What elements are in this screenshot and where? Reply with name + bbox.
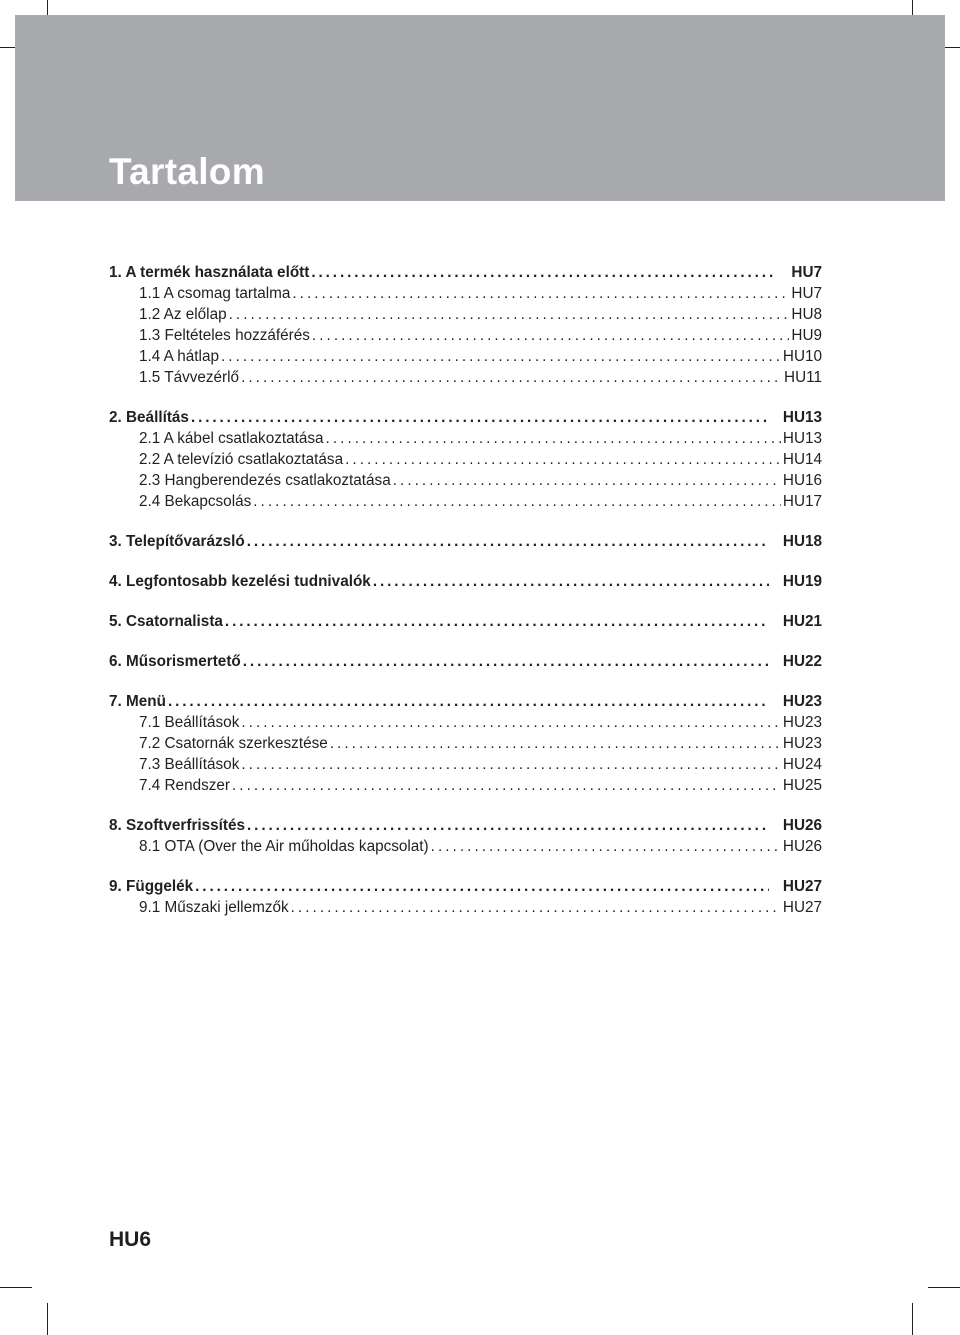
toc-entry[interactable]: [109, 712, 822, 733]
header-band: [15, 15, 945, 201]
toc-entry-page: HU27: [782, 899, 822, 916]
toc-entry[interactable]: [109, 470, 822, 491]
toc-leader-dots: [232, 775, 781, 796]
toc-leader-dots: [291, 897, 781, 918]
page-number: HU6: [109, 1228, 152, 1251]
toc-entry-page: HU16: [782, 472, 822, 489]
toc-entry[interactable]: [109, 428, 822, 449]
toc-entry[interactable]: [109, 775, 822, 796]
toc-entry-page: HU27: [782, 878, 822, 895]
toc-entry-label: 1.5 Távvezérlő: [139, 369, 240, 386]
toc-entry-page: HU23: [782, 735, 822, 752]
toc-leader-dots: [241, 754, 781, 775]
toc-leader-dots: [241, 367, 782, 388]
toc-entry-page: HU9: [791, 327, 822, 344]
toc-entry-page: HU8: [791, 306, 822, 323]
toc-entry-label: 1.1 A csomag tartalma: [139, 285, 291, 302]
page-title: Tartalom: [109, 151, 265, 192]
toc-entry-label: 2.3 Hangberendezés csatlakoztatása: [139, 472, 391, 489]
toc-entry-label: 7.2 Csatornák szerkesztése: [139, 735, 328, 752]
toc-entry-page: HU26: [782, 838, 822, 855]
toc-leader-dots: [191, 407, 769, 428]
toc-leader-dots: [326, 428, 781, 449]
toc-entry-label: 7.3 Beállítások: [139, 756, 240, 773]
toc-leader-dots: [330, 733, 781, 754]
toc-leader-dots: [253, 491, 781, 512]
toc-entry-label: 1.3 Feltételes hozzáférés: [139, 327, 310, 344]
toc-entry-page: HU10: [782, 348, 822, 365]
toc-entry-page: HU22: [782, 653, 822, 670]
toc-entry-label: 3. Telepítővarázsló: [109, 533, 245, 550]
toc-entry[interactable]: [109, 491, 822, 512]
toc-entry-page: HU24: [782, 756, 822, 773]
toc-leader-dots: [345, 449, 781, 470]
toc-leader-dots: [373, 571, 769, 592]
toc-entry-label: 8.1 OTA (Over the Air műholdas kapcsolat): [139, 838, 429, 855]
toc-entry-page: HU21: [782, 613, 822, 630]
toc-entry[interactable]: [109, 754, 822, 775]
toc-entry-page: HU13: [782, 409, 822, 426]
toc-entry-label: 5. Csatornalista: [109, 613, 223, 630]
toc-entry-label: 7. Menü: [109, 693, 166, 710]
toc-entry-label: 2.2 A televízió csatlakoztatása: [139, 451, 344, 468]
toc-entry-label: 2. Beállítás: [109, 409, 189, 426]
toc-entry-label: 9. Függelék: [109, 878, 194, 895]
crop-mark: [928, 1287, 960, 1288]
toc-entry[interactable]: [109, 283, 822, 304]
toc-leader-dots: [241, 712, 781, 733]
toc-leader-dots: [225, 611, 769, 632]
toc-chapter[interactable]: [109, 407, 822, 428]
toc-chapter[interactable]: [109, 531, 822, 552]
toc-entry-label: 9.1 Műszaki jellemzők: [139, 899, 289, 916]
toc-chapter[interactable]: [109, 876, 822, 897]
toc-entry[interactable]: [109, 449, 822, 470]
toc-chapter[interactable]: [109, 815, 822, 836]
toc-entry-label: 7.1 Beállítások: [139, 714, 240, 731]
toc-entry[interactable]: [109, 733, 822, 754]
toc-entry-page: HU17: [782, 493, 822, 510]
crop-mark: [47, 1303, 48, 1335]
toc-entry-label: 1.4 A hátlap: [139, 348, 219, 365]
toc-entry[interactable]: [109, 325, 822, 346]
toc-entry-page: HU13: [782, 430, 822, 447]
toc-entry-label: 7.4 Rendszer: [139, 777, 230, 794]
toc-entry-page: HU19: [782, 573, 822, 590]
toc-entry[interactable]: [109, 367, 822, 388]
toc-chapter[interactable]: [109, 691, 822, 712]
toc-entry-page: HU23: [782, 714, 822, 731]
toc-entry-label: 1. A termék használata előtt: [109, 264, 310, 281]
toc-leader-dots: [292, 283, 789, 304]
toc-entry-page: HU7: [791, 264, 822, 281]
toc-entry-label: 2.1 A kábel csatlakoztatása: [139, 430, 324, 447]
toc-leader-dots: [247, 531, 769, 552]
toc-entry-page: HU23: [782, 693, 822, 710]
toc-entry-page: HU18: [782, 533, 822, 550]
toc-entry-page: HU14: [782, 451, 822, 468]
toc-chapter[interactable]: [109, 571, 822, 592]
toc-chapter[interactable]: [109, 611, 822, 632]
toc-entry[interactable]: [109, 836, 822, 857]
toc-entry[interactable]: [109, 304, 822, 325]
toc-leader-dots: [229, 304, 790, 325]
toc-entry[interactable]: [109, 346, 822, 367]
toc-leader-dots: [431, 836, 781, 857]
toc-leader-dots: [312, 325, 789, 346]
toc-entry-label: 1.2 Az előlap: [139, 306, 227, 323]
toc-entry[interactable]: [109, 897, 822, 918]
crop-mark: [912, 1303, 913, 1335]
toc-entry-page: HU11: [784, 369, 822, 386]
toc-leader-dots: [168, 691, 769, 712]
crop-mark: [0, 1287, 32, 1288]
toc-chapter[interactable]: [109, 651, 822, 672]
table-of-contents: [109, 262, 822, 918]
toc-entry-page: HU26: [782, 817, 822, 834]
toc-entry-page: HU25: [782, 777, 822, 794]
toc-entry-label: 2.4 Bekapcsolás: [139, 493, 252, 510]
toc-entry-label: 8. Szoftverfrissítés: [109, 817, 246, 834]
toc-leader-dots: [311, 262, 777, 283]
toc-leader-dots: [247, 815, 769, 836]
toc-leader-dots: [221, 346, 781, 367]
toc-entry-label: 6. Műsorismertető: [109, 653, 241, 670]
toc-entry-page: HU7: [791, 285, 822, 302]
toc-chapter[interactable]: [109, 262, 822, 283]
toc-leader-dots: [195, 876, 769, 897]
toc-leader-dots: [393, 470, 781, 491]
toc-entry-label: 4. Legfontosabb kezelési tudnivalók: [109, 573, 371, 590]
toc-leader-dots: [243, 651, 769, 672]
